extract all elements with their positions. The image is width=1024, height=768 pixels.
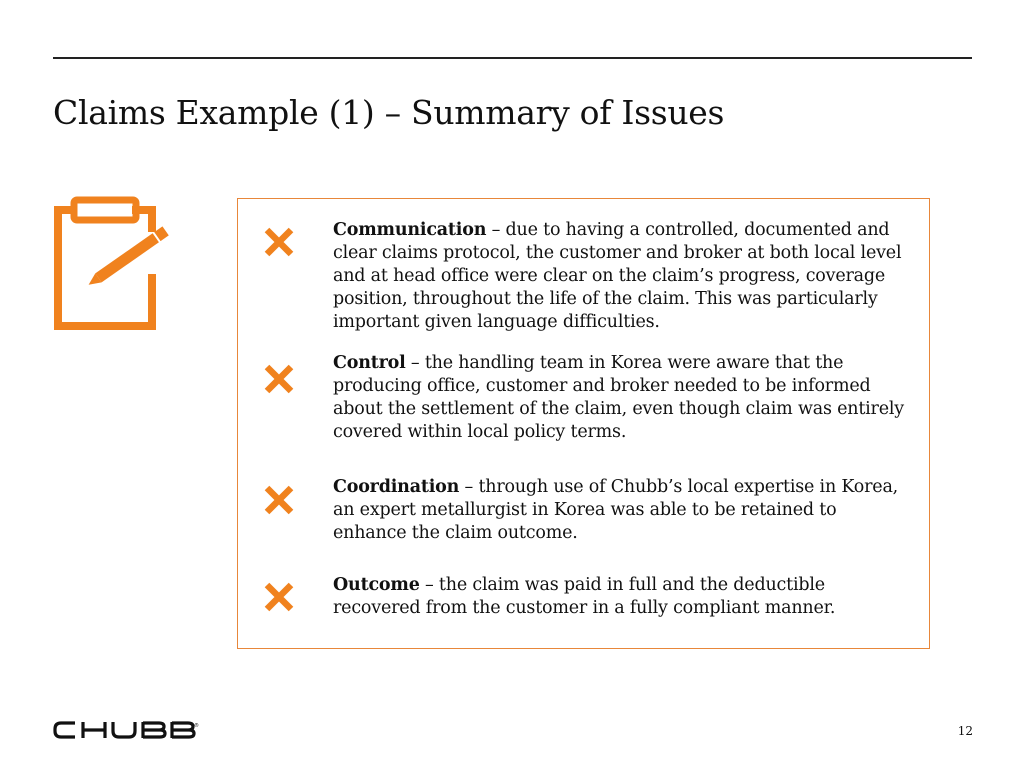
issues-panel [237,198,930,649]
chubb-logo [53,720,198,740]
issue-description: – due to having a controlled, documented and clear claims protocol, the customer and broker at both local level and at head office were clear on the claim’s progress, coverage position, throughout the life of the claim. This was particularly important given language difficulties. [333,220,902,332]
top-divider [53,57,972,59]
page-number: 12 [957,724,973,738]
issue-text [333,574,913,620]
logo-registered-mark: ® [194,723,199,729]
issue-text [333,219,913,334]
issue-text [333,476,913,545]
slide-title: Claims Example (1) – Summary of Issues [53,93,725,132]
issue-text [333,352,913,444]
issue-description: – the claim was paid in full and the deductible recovered from the customer in a fully compliant manner. [333,575,836,618]
issue-description: – through use of Chubb’s local expertise in Korea, an expert metallurgist in Korea was able to be retained to enhance the claim outcome. [333,477,899,543]
issue-heading: Coordination [333,477,460,497]
clipboard-pencil-icon [52,196,172,334]
x-mark-icon [262,483,296,517]
x-mark-icon [262,580,296,614]
issue-heading: Communication [333,220,487,240]
x-mark-icon [262,225,296,259]
issue-description: – the handling team in Korea were aware that the producing office, customer and broker needed to be informed about the settlement of the claim, even though claim was entirely covered within local policy terms. [333,353,904,442]
issue-heading: Outcome [333,575,420,595]
issue-heading: Control [333,353,406,373]
x-mark-icon [262,362,296,396]
